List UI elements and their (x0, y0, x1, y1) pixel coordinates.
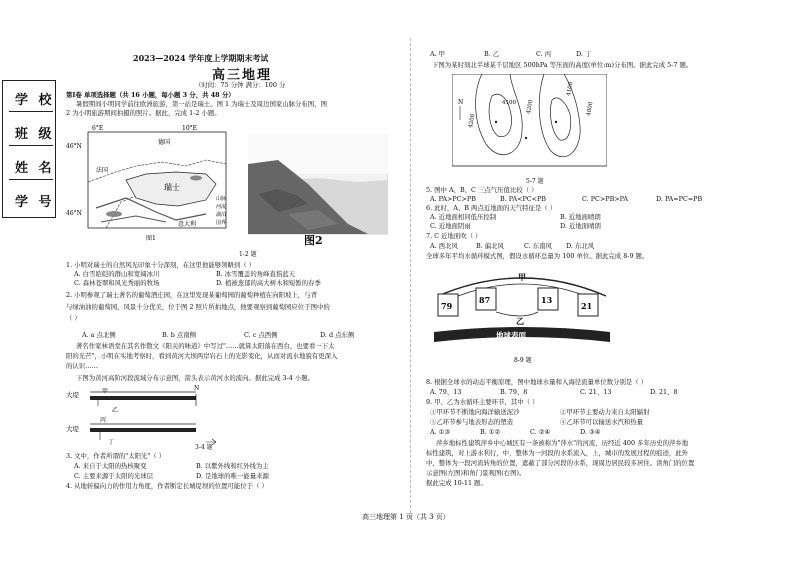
q6-option-b: B. 近地面晴朗 (560, 213, 601, 221)
q3-option-c: C. 主要来源于太阳的光球层 (74, 472, 154, 480)
lat-bottom-label: 46°N (66, 210, 82, 217)
q9-option-a: A. ①③ (430, 428, 451, 436)
italy-label: 意大利 (178, 221, 197, 228)
q9-stem: 9. 甲、乙为水循环主要环节，其中（ ） (426, 398, 539, 406)
subject-title: 高三地理 (212, 68, 273, 83)
fig2-caption: 图2 (304, 234, 323, 246)
section-intro: 第Ⅰ卷 单项选择题（共 16 小题，每小题 3 分，共 48 分） (66, 91, 235, 99)
student-id-label: 学 号 (15, 195, 55, 210)
lon-left-label: 6°E (92, 125, 104, 132)
student-info-box (2, 80, 56, 218)
fig1-map (66, 122, 236, 244)
passage5-line1: 萍乡地标性建筑萍乡中心城区有一条被称为"萍水"的河流，历经近 400 多年历史的萍乡地 (436, 439, 689, 447)
passage1-line1: 暑假期间小明同学前往欧洲旅游，第一站是瑞士。图 1 为瑞士及周边国家山脉分布图，图 (76, 100, 327, 108)
mark-bing: 丙 (100, 417, 107, 424)
fig57-contour-map (452, 74, 607, 174)
name-line (9, 179, 53, 180)
passage5-line4: 示意图(左图)和角门景观图(右图)。 (426, 469, 526, 477)
q4-option-a: A. 甲 (430, 50, 446, 58)
q1-option-c: C. 森林苍翠和风光秀丽的牧场 (74, 279, 160, 287)
q4-option-b: B. 乙 (484, 50, 500, 58)
switzerland-label: 瑞士 (164, 183, 180, 192)
contour-4100-left: 4100 (502, 100, 516, 106)
fig89-caption: 8-9 题 (514, 357, 532, 364)
q9-option-c: C. ②④ (530, 428, 551, 436)
school-line (9, 111, 53, 112)
q4-stem: 4. 从地转偏向力的作用力角度，作者断定长城堤坝的位置可能位于（ ） (66, 482, 268, 490)
dam-top-label: 大堤 (66, 391, 79, 399)
q2-option-c: C. c 点西侧 (244, 331, 278, 339)
q7-option-c: C. 东南风 (524, 242, 552, 250)
q9-option-b: B. ①② (480, 428, 501, 436)
q6-option-c: C. 近地面阴雨 (430, 222, 471, 230)
lon-right-label: 10°E (182, 125, 198, 132)
contour-4200-left: 4200 (468, 113, 477, 129)
q6-option-d: D. 近地面晴朗 (560, 222, 601, 230)
q5-option-b: B. PA<PC<PB (500, 195, 546, 203)
q8-option-d: D. 21、8 (650, 388, 678, 396)
contour-4100-right: 4100 (566, 81, 575, 97)
contour-4000-right: 4000 (586, 101, 595, 117)
fig89-water-cycle (430, 266, 615, 366)
q6-option-a: A. 近地面相同低压控制 (430, 213, 497, 221)
fig89-value-79: 79 (441, 301, 453, 311)
q2-stem-line1: 2. 小明参观了瑞士著名的葡萄酒庄园，在这里发现某葡萄园的葡萄种植在向阳坡上，与背 (66, 291, 317, 299)
q3-option-d: D. 是地球的唯一能量来源 (196, 472, 269, 480)
q2-option-a: A. a 点北侧 (82, 331, 116, 339)
q9-statement-2: ②甲环节主要动力来自太阳辐射 (560, 408, 650, 416)
fig12-caption: 1-2 题 (239, 251, 257, 258)
fig89-mark-jia: 甲 (518, 272, 526, 282)
passage2b: 下图为黄河高阶河段流域分布示意图，箭头表示黄河水的流向。据此完成 3-4 小题。 (76, 374, 315, 382)
q1-option-b: B. 冰雪覆盖的角峰直指蓝天 (216, 270, 296, 278)
q7-option-d: D. 东北风 (566, 242, 595, 250)
germany-label: 德国 (158, 139, 171, 146)
fig89-value-13: 13 (541, 295, 553, 305)
fig89-value-87: 87 (479, 295, 491, 305)
passage5-line5: 据此完成 10-11 题。 (426, 479, 487, 487)
fig57-caption: 5-7 题 (526, 178, 544, 185)
passage2-line1: 著名作家林语堂在其名作散文《阳关的味道》中写过"……就算太阳落在西台，也要看一下太 (76, 342, 335, 350)
q3-option-b: B. 以紫外线和红外线为主 (196, 462, 269, 470)
q9-statement-1: ①甲环节不断地向海洋输送泥沙 (430, 408, 520, 416)
passage5-line2: 标性建筑，对上游水利行，中，整体为一河段的水系流入，上，城市的发展过程的痕迹，此外 (426, 449, 689, 457)
mark-ding: 丁 (108, 439, 115, 446)
q2-option-b: B. b 点南侧 (162, 331, 197, 339)
fig1-caption: 图1 (146, 235, 156, 242)
name-label: 姓 名 (15, 161, 55, 176)
class-label: 班 级 (15, 127, 55, 142)
legend-mountain: 山脉 (216, 196, 227, 202)
passage4: 全球多年平均水循环模式图，假设水循环总量为 100 单位。据此完成 8-9 题。 (426, 252, 649, 260)
passage1-line2: 2 为小明旅游期间拍摄的照片。据此，完成 1-2 小题。 (66, 109, 221, 117)
q9-option-d: D. ③④ (580, 428, 601, 436)
q8-option-c: C. 21、13 (580, 388, 612, 396)
q9-statement-4: ④乙环节可以输送水汽和热量 (560, 418, 644, 426)
mark-yi: 乙 (112, 407, 119, 414)
q8-stem: 8. 根据全球水的动态平衡原理，图中地球水量和入海径流量单位数分别是（ ） (426, 378, 648, 386)
exam-title: 2023—2024 学年度上学期期末考试 (133, 53, 269, 63)
q4-option-c: C. 丙 (536, 50, 552, 58)
fig57-north: N (458, 99, 464, 106)
dam-bottom-label: 大堤 (66, 425, 79, 433)
q8-option-a: A. 79、13 (430, 388, 462, 396)
school-label: 学 校 (15, 93, 55, 108)
q1-option-d: D. 植被葱郁的高大树木和短暂的春季 (216, 279, 321, 287)
q5-option-c: C. PC>PB>PA (582, 195, 628, 203)
q8-option-b: B. 79、8 (500, 388, 528, 396)
mark-jia: 甲 (102, 388, 109, 395)
class-line (9, 145, 53, 146)
q1-option-a: A. 白雪皑皑的群山和宽阔冰川 (74, 270, 160, 278)
q7-option-b: B. 偏北风 (476, 242, 504, 250)
north-label: N (194, 385, 200, 392)
fig89-value-21: 21 (581, 301, 593, 311)
q1-stem: 1. 小明对瑞士的自然风光印象十分深刻，在这里他能够领略到（ ） (66, 261, 256, 269)
q3-option-a: A. 来自于太阳的热核聚变 (74, 462, 147, 470)
fig2-photo (248, 134, 388, 246)
q4-option-d: D. 丁 (576, 50, 592, 58)
fig34-caption: 3-4 题 (195, 444, 213, 451)
q2-stem-line3: （ ） (66, 314, 81, 322)
q3-stem: 3. 文中，作者所谓的"太阳光"（ ） (66, 452, 166, 460)
contour-4200-mid: 4200 (526, 99, 535, 115)
passage2-line2: 阳的光芒"，小明在实地考察时，看到黄河大坝两岸岩石上的光影变化，从而对流水地貌有更深入 (66, 352, 338, 360)
fig89-mark-yi: 乙 (516, 316, 524, 326)
exam-meta: （时间：75 分钟 满分：100 分 (195, 81, 286, 89)
page-footer: 高三地理第 1 页（共 3 页） (362, 513, 450, 521)
legend-lake: 湖泊 (216, 212, 227, 218)
q7-option-a: A. 西北风 (430, 242, 458, 250)
passage5-line3: 中，整体为一段河流转角的位置，遮蔽了部分河段的水系，现周边居民较多居住。读角门的位置 (426, 459, 695, 467)
q5-option-d: D. PA=PC=PB (656, 195, 703, 203)
passage2-line3: 的认识…… (66, 362, 98, 370)
passage3: 下图为某时刻北半球某千层地区 500hPa 等压面的高度(单位:m)分布图。据此完成 5-7 题。 (432, 61, 693, 69)
lat-top-label: 46°N (66, 143, 82, 150)
fig34-river (66, 382, 216, 452)
q2-stem-line2: 与绿油油的葡萄园，风景十分优美，位于图 2 照片所拍地点，他要观察到葡萄园应位于图中的 (66, 303, 330, 311)
earth-surface-label: 地球表面 (496, 331, 526, 340)
q9-statement-3: ③乙环节参与地表形态的塑造 (430, 418, 514, 426)
legend-border: 国界 (216, 220, 227, 226)
q2-option-d: D. d 点东侧 (320, 331, 355, 339)
q6-stem: 6. 此时，A、B 两点近地面的天气特征是（ ） (426, 204, 557, 212)
q5-option-a: A. PA>PC>PB (430, 195, 476, 203)
legend-river: 河流 (216, 204, 227, 210)
q5-stem: 5. 图中 A、B、C 三点气压值比较（ ） (426, 186, 538, 194)
column-divider (410, 38, 411, 518)
q7-stem: 7. C 近地面吹（ ） (426, 232, 482, 240)
france-label: 法国 (96, 167, 109, 174)
